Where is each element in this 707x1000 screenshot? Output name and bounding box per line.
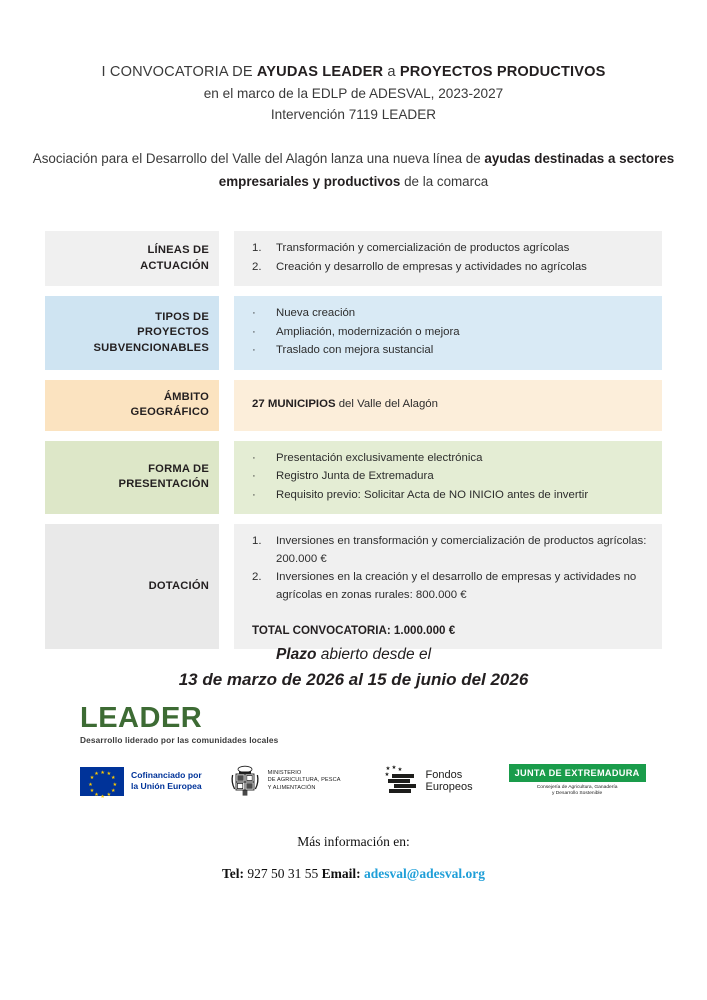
column-gap xyxy=(219,524,234,649)
leader-wordmark: LEADER xyxy=(80,702,203,734)
table-row xyxy=(45,296,662,370)
row-label-lineas-de-actuacion xyxy=(45,231,219,286)
column-gap xyxy=(219,380,234,431)
row-label-forma-de-presentacion xyxy=(45,441,219,515)
table-row xyxy=(45,231,662,286)
row-label-dotacion xyxy=(45,524,219,649)
list-item xyxy=(252,305,650,323)
leader-logo xyxy=(80,703,278,746)
title-bold-ayudas-leader: AYUDAS LEADER xyxy=(256,64,384,80)
contact-line xyxy=(0,864,707,884)
ministerio-logo xyxy=(228,765,341,797)
column-gap xyxy=(219,231,234,286)
list-text: Requisito previo: Solicitar Acta de NO INICIO antes de invertir xyxy=(276,488,589,501)
funding-logo-strip xyxy=(80,758,640,804)
footer-contact xyxy=(0,832,707,884)
junta-sub-line2: y Desarrollo Sostenible xyxy=(551,791,603,797)
deadline-bold-word: Plazo xyxy=(275,646,317,663)
total-convocatoria: TOTAL CONVOCATORIA: 1.000.000 € xyxy=(252,624,456,637)
tel-value: 927 50 31 55 xyxy=(244,866,322,881)
deadline-dates: 13 de marzo de 2026 al 15 de junio del 2026 xyxy=(178,670,529,689)
list-item xyxy=(252,342,650,360)
list-marker: 2. xyxy=(252,260,262,273)
column-gap xyxy=(219,441,234,515)
fondos-europeos-icon: ★ ★ ★ ★ xyxy=(385,767,419,795)
list-marker: · xyxy=(252,325,256,338)
email-link[interactable]: adesval@adesval.org xyxy=(360,866,485,881)
ministerio-line3: Y ALIMENTACIÓN xyxy=(267,784,316,791)
label-line: SUBVENCIONABLES xyxy=(93,341,209,354)
list-marker: · xyxy=(252,451,256,464)
list-marker: · xyxy=(252,344,256,356)
junta-sub-line1: Consejería de Agricultura, Ganadería xyxy=(536,784,618,790)
eu-text-line2: la Unión Europea xyxy=(131,781,202,791)
deadline-block xyxy=(0,643,707,693)
list-text: Traslado con mejora sustancial xyxy=(276,344,434,356)
ministerio-line2: DE AGRICULTURA, PESCA xyxy=(267,777,341,784)
fondos-europeos-text xyxy=(426,769,473,794)
table-row xyxy=(45,441,662,515)
junta-bar-label: JUNTA DE EXTREMADURA xyxy=(509,764,646,782)
tel-label: Tel: xyxy=(222,866,245,881)
subtitle-intervencion: Intervención 7119 LEADER xyxy=(270,107,437,122)
row-content-ambito-geografico xyxy=(234,380,662,431)
list-marker: 2. xyxy=(252,571,262,583)
info-table xyxy=(45,231,662,659)
list-item xyxy=(252,324,650,342)
title-bold-proyectos-productivos: PROYECTOS PRODUCTIVOS xyxy=(399,64,606,80)
numbered-list xyxy=(252,240,650,277)
list-text: Presentación exclusivamente electrónica xyxy=(276,451,483,464)
intro-part1: Asociación para el Desarrollo del Valle del Alagón lanza una nueva línea de xyxy=(32,151,485,166)
list-text: Creación y desarrollo de empresas y actividades no agrícolas xyxy=(276,260,587,273)
list-marker: 1. xyxy=(252,535,262,547)
bullet-list xyxy=(252,305,650,361)
intro-paragraph xyxy=(0,148,707,193)
row-content-forma-de-presentacion xyxy=(234,441,662,515)
eu-text-line1: Cofinanciado por xyxy=(131,770,202,780)
fondos-europeos-logo xyxy=(385,767,473,795)
list-marker: 1. xyxy=(252,242,262,254)
row-content-tipos-de-proyectos xyxy=(234,296,662,370)
list-item xyxy=(252,569,650,604)
list-text: Nueva creación xyxy=(276,307,356,319)
email-label: Email: xyxy=(321,866,361,881)
list-text: Registro Junta de Extremadura xyxy=(276,470,434,482)
intro-bold: ayudas destinadas a sectores empresariales y productivos xyxy=(218,151,675,189)
list-item xyxy=(252,533,650,568)
more-info-label: Más información en: xyxy=(297,834,410,849)
table-row xyxy=(45,380,662,431)
list-item xyxy=(252,259,650,277)
eu-logo xyxy=(80,767,202,800)
bullet-list xyxy=(252,450,650,506)
column-gap xyxy=(219,296,234,370)
list-marker: · xyxy=(252,470,256,482)
intro-part2: de la comarca xyxy=(400,173,489,189)
ministerio-logo-text xyxy=(268,770,341,792)
label-line: LÍNEAS DE xyxy=(147,244,209,256)
municipios-count: 27 MUNICIPIOS xyxy=(252,398,336,411)
label-line: PRESENTACIÓN xyxy=(118,478,209,491)
label-line: GEOGRÁFICO xyxy=(130,406,209,418)
label-line: PROYECTOS xyxy=(137,326,209,338)
list-item xyxy=(252,240,650,258)
row-content-dotacion xyxy=(234,524,662,649)
fondos-line2: Europeos xyxy=(425,781,473,793)
label-line: ÁMBITO xyxy=(163,390,209,403)
municipios-line xyxy=(252,396,650,414)
table-row xyxy=(45,524,662,649)
list-text: Inversiones en la creación y el desarrollo de empresas y actividades no agrícolas en zonas rurales: 800.000 € xyxy=(276,571,637,601)
title-prefix: I CONVOCATORIA DE xyxy=(101,64,257,80)
list-text: Inversiones en transformación y comercialización de productos agrícolas: 200.000 € xyxy=(276,535,647,565)
list-item xyxy=(252,487,650,505)
list-marker: · xyxy=(252,307,256,319)
label-line: ACTUACIÓN xyxy=(140,259,209,272)
numbered-list xyxy=(252,533,650,605)
eu-flag-icon: ★ ★ ★ ★ ★ ★ ★ ★ ★ ★ ★ ★ xyxy=(80,767,124,796)
list-marker: · xyxy=(252,488,256,501)
deadline-line1 xyxy=(0,643,707,667)
municipios-rest: del Valle del Alagón xyxy=(335,398,438,411)
list-text: Ampliación, modernización o mejora xyxy=(276,325,460,338)
page-title xyxy=(0,62,707,83)
label-line: TIPOS DE xyxy=(155,310,209,323)
subtitle-edlp: en el marco de la EDLP de ADESVAL, 2023-2027 xyxy=(203,86,504,101)
document-header xyxy=(0,62,707,125)
label-line: DOTACIÓN xyxy=(148,579,209,592)
leader-tagline: Desarrollo liderado por las comunidades locales xyxy=(80,735,279,745)
list-item xyxy=(252,450,650,468)
title-mid: a xyxy=(383,64,400,80)
row-label-ambito-geografico xyxy=(45,380,219,431)
list-item xyxy=(252,468,650,486)
ministerio-line1: MINISTERIO xyxy=(267,769,302,776)
list-text: Transformación y comercialización de productos agrícolas xyxy=(276,242,570,254)
junta-extremadura-logo xyxy=(509,764,646,798)
eu-logo-text xyxy=(131,770,202,792)
row-label-tipos-de-proyectos xyxy=(45,296,219,370)
deadline-line1-rest: abierto desde el xyxy=(316,646,432,663)
spain-coat-of-arms-icon xyxy=(228,765,262,797)
row-content-lineas-de-actuacion xyxy=(234,231,662,286)
fondos-line1: Fondos xyxy=(425,768,463,781)
label-line: FORMA DE xyxy=(148,462,209,475)
